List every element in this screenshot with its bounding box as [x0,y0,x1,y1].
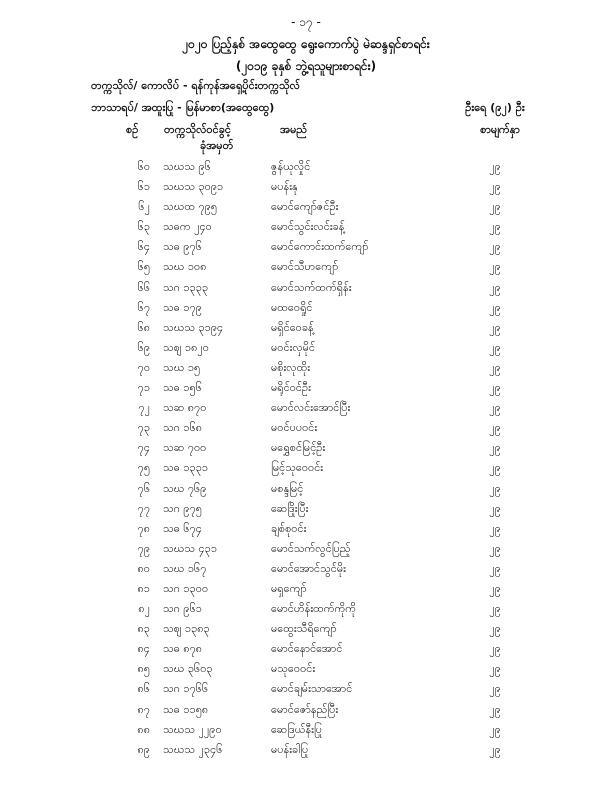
row-name: ဆေဒြိုးပြီး [271,501,309,515]
row-page: ၂၉ [489,220,501,234]
row-name: မစန္ဒမြင့် [271,481,304,495]
row-number: ၈၀ [137,561,150,575]
row-page: ၂၉ [489,240,501,254]
row-name: မပန်းနု [271,180,298,194]
row-name: မောင်ကျော်ဇင်ဦး [271,200,339,214]
row-page: ၂၉ [489,662,501,676]
row-number: ၆၁ [137,180,150,194]
table-row [0,640,612,660]
row-page: ၂၉ [489,381,501,395]
row-number: ၈၁ [137,581,150,595]
table-row [0,701,612,721]
row-id: သဃ ၃၆၀၃ [163,662,213,676]
row-id: သဓ ၁၁၅၈ [163,702,209,716]
row-page: ၂၉ [489,481,501,495]
table-row [0,279,612,299]
column-header-id-line-2: ခုံအမှတ် [200,139,234,152]
row-page: ၂၉ [489,461,501,475]
table-row [0,480,612,500]
row-number: ၆၃ [137,220,150,234]
row-name: မောင်ဇော်နည်ပြီး [271,702,339,716]
row-page: ၂၉ [489,300,501,314]
row-name: မရိုင်ဝင်ဦး [271,381,311,395]
column-header-page: စာမျက်နှာ [480,123,520,136]
row-id: သဃသ ၉၆ [163,160,211,173]
row-id: သဓ ၁၅၆ [163,381,202,395]
row-name: ဇွန်ယုလှိုင် [271,160,311,173]
table-row [0,339,612,359]
row-id: သဂ ၁၃၃၃ [163,280,209,294]
table-row [0,319,612,339]
row-name: မပန်းခါပြု [271,742,309,756]
row-number: ၇၃ [137,421,150,435]
row-number: ၆၉ [137,340,150,354]
roster-table [0,158,612,761]
table-row [0,721,612,741]
row-page: ၂၉ [489,602,501,616]
table-row [0,238,612,258]
row-id: သဈ ၁၈၂၀ [163,340,209,354]
row-name: မောင်နောင်အောင် [271,642,343,656]
row-number: ၇၉ [137,541,150,555]
row-id: သဃသ ၂၂၉၀ [163,722,222,736]
table-row [0,359,612,379]
row-number: ၈၉ [137,742,150,756]
row-id: သဃသ ၃၁၉၄ [163,320,224,334]
row-number: ၇၀ [137,360,150,374]
table-row [0,520,612,540]
table-row [0,158,612,178]
table-row [0,560,612,580]
row-id: သဃ ၁၀၈ [163,260,207,274]
row-id: သဆ ၇၀၀ [163,441,207,455]
row-name: မထွေးသီရိကျော် [271,622,337,636]
document-subtitle: (၂၀၁၉ ခုနှစ် ဘွဲ့ရသူများစာရင်း) [235,59,377,73]
row-number: ၇၆ [137,481,150,495]
row-page: ၂၉ [489,180,501,194]
row-name: မောင်သက်ထက်ရှိန်း [271,280,352,294]
row-id: သဓ ၆၇၄ [163,521,202,535]
row-name: မစိုးလုထိုး [271,360,311,374]
row-page: ၂၉ [489,501,501,515]
row-name: မရှိင်ဝေခန့် [271,320,314,334]
row-page: ၂၉ [489,682,501,696]
table-row [0,439,612,459]
row-id: သဓ ၁၇၉ [163,300,202,314]
row-name: မောင်ဟိန်းထက်ကိုကို [271,602,357,616]
row-id: သဃသ ၄၃၁ [163,541,218,555]
row-number: ၈၂ [138,602,150,616]
row-page: ၂၉ [489,441,501,455]
row-number: ၇၁ [137,381,150,395]
table-row [0,600,612,620]
row-number: ၆၂ [138,200,150,214]
row-number: ၆၇ [137,300,150,314]
table-row [0,620,612,640]
row-name: မြင့်သုဝေဝင်း [271,461,324,475]
row-number: ၇၂ [138,401,150,415]
total-count-label: ဦးရေ (၉၂) ဦး [465,101,525,114]
university-label: တက္ကသိုလ်/ ကောလိပ် - ရန်ကုန်အရှေ့ပိုင်းတက္ကသိုလ် [91,79,300,92]
table-row [0,198,612,218]
row-number: ၈၇ [137,702,150,716]
row-page: ၂၉ [489,702,501,716]
column-header-name: အမည် [280,123,308,136]
table-row [0,580,612,600]
row-name: မောင်သက်လွင်ပြည့် [271,541,351,555]
row-id: သဃသ ၂၃၄၆ [163,742,223,756]
row-page: ၂၉ [489,742,501,756]
table-row [0,500,612,520]
row-number: ၇၅ [137,461,150,475]
row-id: သဓ ၉၇၆ [163,240,202,254]
row-id: သဂ ၁၃၀၀ [163,581,209,595]
row-page: ၂၉ [489,200,501,214]
row-page: ၂၉ [489,340,501,354]
row-name: မထဝေရှိုင် [271,300,313,314]
row-name: မောင်ကောင်းထက်ကျော် [271,240,369,254]
row-id: သဂ ၉၇၅ [163,501,202,515]
row-name: မောင်အောင်သွင်မိုး [271,561,346,575]
row-page: ၂၉ [489,722,501,736]
row-number: ၆၈ [137,320,150,334]
row-name: မရွှေစင်မြင့်ဦး [271,441,326,455]
row-name: မောင်လင်းအောင်ပြီး [271,401,351,415]
row-id: သဂ ၁၆၈ [163,421,203,435]
table-row [0,459,612,479]
table-row [0,399,612,419]
row-id: သဃထ ၇၉၅ [163,200,218,214]
row-id: သဓ ၁၃၃၁ [163,461,209,475]
row-name: မောင်ချမ်းသာအောင် [271,682,353,696]
row-page: ၂၉ [489,622,501,636]
row-name: မဝင်ပပဝင်း [271,421,318,435]
row-id: သဃ ၇၆၉ [163,481,207,495]
column-header-no: စဉ် [126,123,139,136]
page-number: - ၁၇ - [291,15,321,29]
row-number: ၈၈ [137,722,150,736]
row-page: ၂၉ [489,521,501,535]
row-id: သဈ ၁၃၈၃ [163,622,210,636]
row-page: ၂၉ [489,642,501,656]
row-number: ၆၄ [137,240,150,254]
table-row [0,258,612,278]
table-row [0,419,612,439]
table-row [0,680,612,700]
row-page: ၂၉ [489,160,501,173]
row-page: ၂၉ [489,320,501,334]
table-row [0,299,612,319]
table-row [0,741,612,761]
row-number: ၆၀ [137,160,150,173]
row-number: ၆၅ [137,260,150,274]
row-page: ၂၉ [489,280,501,294]
row-name: ချစ်စုဝင်း [271,521,307,535]
row-number: ၈၄ [137,642,150,656]
row-page: ၂၉ [489,541,501,555]
row-id: သဃ ၁၆၇ [163,561,207,575]
row-id: သဃ ၁၅ [163,360,201,374]
column-header-id: တက္ကသိုလ်ဝင်ခွင့် [164,123,231,136]
row-page: ၂၉ [489,360,501,374]
table-row [0,178,612,198]
row-name: မရှကျော် [271,581,307,595]
row-id: သဃသ ၃၀၉၁ [163,180,224,194]
row-id: သဂ ၁၇၆၆ [163,682,209,696]
row-page: ၂၉ [489,401,501,415]
row-number: ၇၈ [137,521,150,535]
row-name: မသုဝေဝင်း [271,662,316,676]
row-page: ၂၉ [489,421,501,435]
subject-label: ဘာသာရပ်/ အထူးပြု - မြန်မာစာ(အထွေထွေ) [91,101,275,114]
row-page: ၂၉ [489,561,501,575]
row-page: ၂၉ [489,581,501,595]
row-name: ဆေဒြယ်နီးပြု [271,722,323,736]
row-name: မောင်သီဟကျော် [271,260,339,274]
row-number: ၇၇ [137,501,150,515]
row-page: ၂၉ [489,260,501,274]
row-name: မောင်သွင်းလင်းခန့် [271,220,345,234]
row-number: ၈၅ [137,662,150,676]
row-id: သဆ ၈၇၀ [163,401,207,415]
table-row [0,379,612,399]
row-number: ၈၆ [137,682,150,696]
table-row [0,218,612,238]
row-id: သဓက ၂၄၀ [163,220,212,234]
row-number: ၆၆ [137,280,150,294]
row-number: ၇၄ [137,441,150,455]
table-row [0,660,612,680]
row-name: မဝင်းလှမိုင် [271,340,316,354]
table-row [0,540,612,560]
document-title: ၂၀၂၀ ပြည့်နှစ် အထွေထွေ ရွေးကောက်ပွဲ မဲဆန္ဒရှင်စာရင်း [182,37,430,51]
row-id: သဓ ၈၇၈ [163,642,203,656]
row-id: သဂ ၉၆၁ [163,602,202,616]
row-number: ၈၃ [137,622,150,636]
